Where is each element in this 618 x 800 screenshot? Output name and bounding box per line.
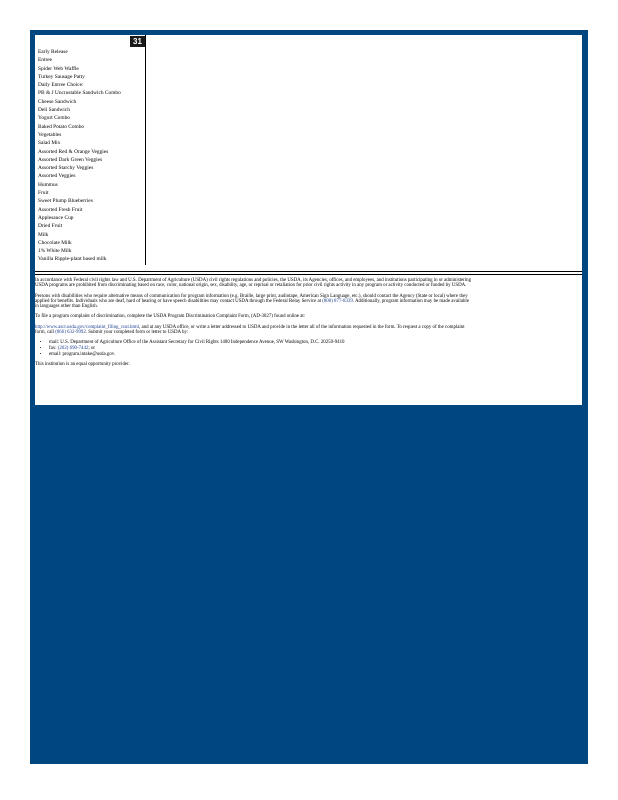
notice-text: ; or [88, 345, 96, 351]
menu-item: Vanilla Ripple-plant based milk [38, 256, 107, 263]
menu-item: Turkey Sausage Patty [38, 73, 85, 80]
menu-item: Applesauce Cup [38, 214, 74, 221]
menu-item: Hummus [38, 181, 58, 188]
menu-item: Chocolate Milk [38, 239, 72, 246]
notice-text: applied for benefits. Individuals who are deaf, hard of hearing or have speech disabilities may contact USDA through the Federal Relay Service at [35, 298, 323, 304]
nondiscrimination-notice [35, 278, 582, 372]
menu-item: Early Release [38, 49, 68, 55]
menu-item: Assorted Veggies [38, 173, 76, 180]
menu-item: Sweet Plump Blueberries [38, 198, 93, 205]
email-link[interactable]: program.intake@usda.gov [62, 351, 114, 357]
menu-item: 1% White Milk [38, 248, 72, 255]
relay-phone-link[interactable]: (800) 877-8339 [322, 298, 353, 304]
list-item [49, 352, 582, 358]
menu-item: Assorted Fresh Fruit [38, 206, 83, 213]
notice-paragraph: To file a program complaint of discrimination, complete the USDA Program Discrimination Complaint Form, (AD-3027) found online at: [35, 314, 306, 320]
notice-paragraph [35, 278, 582, 289]
menu-item: Deli Sandwich [38, 107, 70, 114]
notice-text: In accordance with Federal civil rights law and U.S. Department of Agriculture (USDA) civil rights regulations and policies, the USDA, its Agencies, offices, and employees, and institutions participating in or administering [35, 278, 472, 283]
submission-methods-list [35, 340, 582, 357]
menu-item: Spider Web Waffle [38, 65, 79, 72]
menu-item: Assorted Red & Orange Veggies [38, 148, 109, 155]
notice-text: Persons with disabilities who require alternative means of communication for program information (e.g. Braille, large print, audiotape, American Sign Language, etc.), should contact the Agency (State or local) where they [35, 293, 468, 299]
menu-item: Dried Fruit [38, 223, 63, 230]
notice-text: form, call [35, 330, 56, 336]
notice-text: . Submit your completed form or letter to USDA by: [85, 330, 189, 336]
calendar-day-cell [37, 35, 146, 265]
menu-item: Assorted Dark Green Veggies [38, 156, 103, 163]
divider [35, 274, 582, 275]
notice-text: . [113, 351, 116, 357]
list-item: • mail: U.S. Department of Agriculture Office of the Assistant Secretary for Civil Rights 1400 Independence Avenue, SW Washington, D.C. 20250-9410 [49, 340, 582, 346]
fax-link[interactable]: (202) 690-7442 [57, 345, 89, 351]
notice-paragraph [35, 325, 582, 336]
complaint-phone-link[interactable]: (866) 632-9992 [55, 330, 86, 336]
notice-text: . Additionally, program information may be made available [352, 298, 469, 304]
equal-opportunity-statement: This institution is an equal opportunity provider. [35, 362, 130, 368]
menu-item: PB & J Uncrustable Sandwich Combo [38, 90, 121, 97]
notice-text: email: [49, 351, 63, 357]
menu-item: Vegetables [38, 131, 62, 138]
menu-item: Fruit [38, 190, 49, 197]
menu-panel [35, 35, 582, 405]
menu-item: Entree [38, 57, 53, 64]
menu-item: Milk [38, 231, 49, 238]
divider [35, 271, 582, 272]
complaint-form-link[interactable]: http://www.ascr.usda.gov/complaint_filing_cust.html [35, 324, 140, 330]
notice-text: , and at any USDA office, or write a letter addressed to USDA and provide in the letter all of the information requested in the form. To request a copy of the complaint [139, 324, 465, 330]
menu-item: Cheese Sandwich [38, 98, 77, 105]
notice-text: fax: [49, 345, 58, 351]
menu-item: Baked Potato Combo [38, 123, 85, 130]
menu-list [38, 48, 144, 264]
notice-text: in languages other than English. [35, 304, 98, 310]
notice-text: USDA programs are prohibited from discriminating based on race, color, national origin, sex, disability, age, or reprisal or retaliation for prior civil rights activity in any program or activity conducted or funded by USDA. [35, 283, 467, 289]
notice-paragraph [35, 294, 582, 310]
day-number: 31 [130, 36, 145, 47]
menu-item: Salad Mix [38, 140, 61, 147]
menu-item: Assorted Starchy Veggies [38, 165, 94, 172]
menu-item: Daily Entree Choice: [38, 82, 84, 89]
menu-item: Yogurt Combo [38, 115, 70, 122]
